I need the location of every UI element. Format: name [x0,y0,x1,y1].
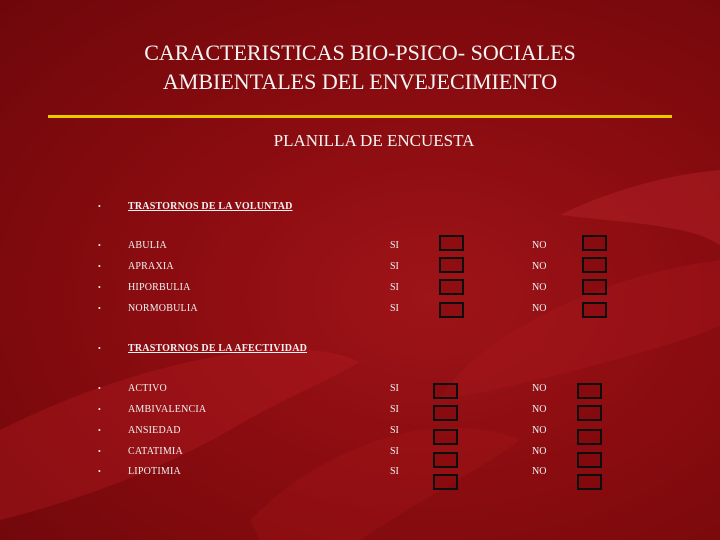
no-checkbox-hiporbulia[interactable] [582,279,607,295]
item-label: NORMOBULIA [128,303,198,314]
si-checkbox-ambivalencia[interactable] [433,405,458,421]
si-label: SI [390,446,399,457]
item-label: APRAXIA [128,261,174,272]
list-item-apraxia [0,260,720,280]
si-label: SI [390,282,399,293]
list-item-ansiedad [0,424,720,444]
no-label: NO [532,261,547,272]
title-line-1: CARACTERISTICAS BIO-PSICO- SOCIALES [144,40,576,65]
subtitle: PLANILLA DE ENCUESTA [273,131,475,150]
bullet: • [98,283,101,292]
no-checkbox-normobulia[interactable] [582,302,607,318]
no-checkbox-lipotimia[interactable] [577,474,602,490]
no-label: NO [532,240,547,251]
si-label: SI [390,466,399,477]
no-checkbox-activo[interactable] [577,383,602,399]
item-label: HIPORBULIA [128,282,191,293]
item-label: ABULIA [128,240,167,251]
item-label: AMBIVALENCIA [128,404,207,415]
no-checkbox-abulia[interactable] [582,235,607,251]
title-divider [48,115,672,118]
si-checkbox-lipotimia[interactable] [433,474,458,490]
list-item-ambivalencia [0,403,720,423]
list-item-normobulia [0,302,720,322]
si-checkbox-hiporbulia[interactable] [439,279,464,295]
section-heading-label: TRASTORNOS DE LA VOLUNTAD [128,201,293,212]
no-checkbox-apraxia[interactable] [582,257,607,273]
no-label: NO [532,303,547,314]
si-checkbox-ansiedad[interactable] [433,429,458,445]
si-checkbox-catatimia[interactable] [433,452,458,468]
no-label: NO [532,466,547,477]
no-label: NO [532,282,547,293]
bullet: • [98,467,101,476]
list-item-lipotimia [0,465,720,485]
page-title [0,38,720,96]
no-label: NO [532,383,547,394]
no-label: NO [532,446,547,457]
no-label: NO [532,425,547,436]
section-heading-label: TRASTORNOS DE LA AFECTIVIDAD [128,343,308,354]
bullet: • [98,405,101,414]
no-checkbox-ansiedad[interactable] [577,429,602,445]
si-checkbox-normobulia[interactable] [439,302,464,318]
si-label: SI [390,261,399,272]
bullet: • [98,344,101,353]
si-checkbox-apraxia[interactable] [439,257,464,273]
list-item-hiporbulia [0,281,720,301]
bullet: • [98,241,101,250]
list-item-catatimia [0,445,720,465]
section-heading-voluntad [0,200,720,220]
si-label: SI [390,425,399,436]
si-label: SI [390,404,399,415]
si-label: SI [390,240,399,251]
si-checkbox-abulia[interactable] [439,235,464,251]
list-item-abulia [0,239,720,259]
no-checkbox-ambivalencia[interactable] [577,405,602,421]
bullet: • [98,262,101,271]
si-label: SI [390,383,399,394]
no-checkbox-catatimia[interactable] [577,452,602,468]
title-line-2: AMBIENTALES DEL ENVEJECIMIENTO [162,69,558,94]
bullet: • [98,202,101,211]
no-label: NO [532,404,547,415]
item-label: CATATIMIA [128,446,183,457]
bullet: • [98,426,101,435]
item-label: ACTIVO [128,383,167,394]
section-heading-afectividad [0,342,720,362]
item-label: ANSIEDAD [128,425,181,436]
item-label: LIPOTIMIA [128,466,181,477]
bullet: • [98,384,101,393]
bullet: • [98,447,101,456]
list-item-activo [0,382,720,402]
bullet: • [98,304,101,313]
si-label: SI [390,303,399,314]
si-checkbox-activo[interactable] [433,383,458,399]
